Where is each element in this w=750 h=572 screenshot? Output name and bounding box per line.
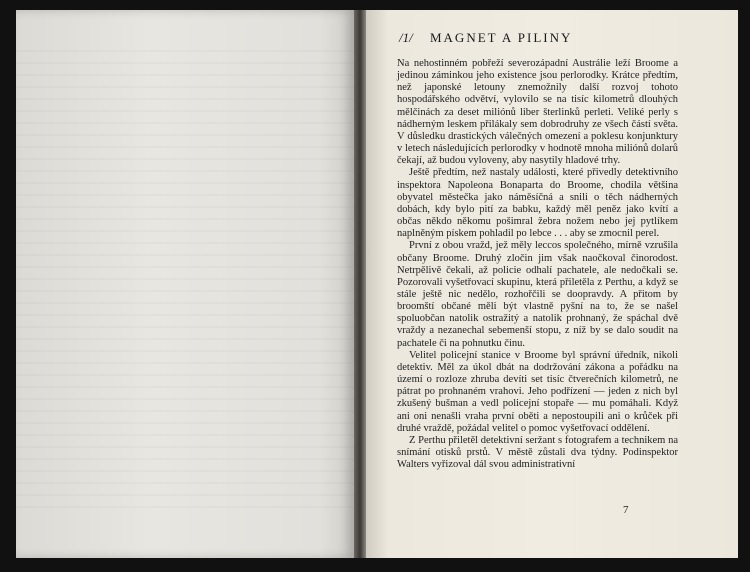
- paragraph: Ještě předtím, než nastaly události, které přivedly detektivního inspektora Napoleona Bonaparta do Broome, chodila většina obyvatel městečka jako náměsíčná a snili o těch nádherných dobách, kdy bylo pití za babku, každý měl peněz jako kvítí a občas někdo někomu pošimral žebra nožem nebo jej pytlíkem naplněným pískem pohladil po lebce . . . aby se zmocnil perel.: [397, 167, 678, 240]
- paragraph: Na nehostinném pobřeží severozápadní Austrálie leží Broome a jedinou záminkou jeho existence jsou perlorodky. Krátce předtím, než japonské letouny znemožnily další rozvoj tohoto hospodářského odvětví, vylovilo se na tisíc kilometrů dlouhých mělčinách za deset miliónů liber šterlinků perleti. Veliké perly s nádherným leskem přilákaly sem dobrodruhy ze všech částí světa. V důsledku drastických válečných omezení a poklesu konjunktury v letech následujících perlorodky v hodnotě mnoha miliónů dolarů čekají, až budou vyloveny, aby nasytily hladové trhy.: [397, 58, 678, 167]
- body-text: [397, 58, 678, 471]
- chapter-marker: /1/: [399, 30, 413, 45]
- paragraph: Z Perthu přiletěl detektivní seržant s fotografem a technikem na snímání otisků prstů. V městě zůstali dva týdny. Podinspektor Walters vyřizoval dál svou administrativní: [397, 434, 678, 471]
- chapter-title: MAGNET A PILINY: [429, 30, 573, 45]
- paragraph: Velitel policejní stanice v Broome byl správní úředník, nikoli detektiv. Měl za úkol dbát na dodržování zákona a pořádku na území o rozloze zhruba devíti set tisíc čtverečních kilometrů, ne pátrat po prohnaném vrahovi. Jeho podřízení — jeden z nich byl zkušený bušman a vedl policejní stopaře — mu pomáhali. Když ani oni nenašli vraha první oběti a nepostoupili ani o krůček při druhé vraždě, požádal velitel o pomoc vyšetřovací oddělení.: [397, 349, 678, 434]
- book-spine: [354, 10, 366, 558]
- left-page: [16, 10, 354, 558]
- page-number: 7: [623, 504, 629, 516]
- paragraph: První z obou vražd, jež měly leccos společného, mírně vzrušila občany Broome. Druhý zločin jim však naočkoval činorodost. Netrpělivě čekali, až policie odhalí pachatele, ale nedočkali se. Pozorovali vyšetřovací skupinu, která přiletěla z Perthu, a když se stále ještě nic nedělo, rozhořčili se doopravdy. A přitom by broomští občané měli být vlastně pyšní na to, že se našel spoluobčan natolik ostražitý a natolik prohnaný, že spáchal dvě vraždy a nezanechal sebemenší stopu, z níž by se dalo soudit na pachatele či na pohnutku činu.: [397, 240, 678, 349]
- left-page-bleedthrough: [16, 50, 354, 518]
- chapter-header: [399, 30, 699, 50]
